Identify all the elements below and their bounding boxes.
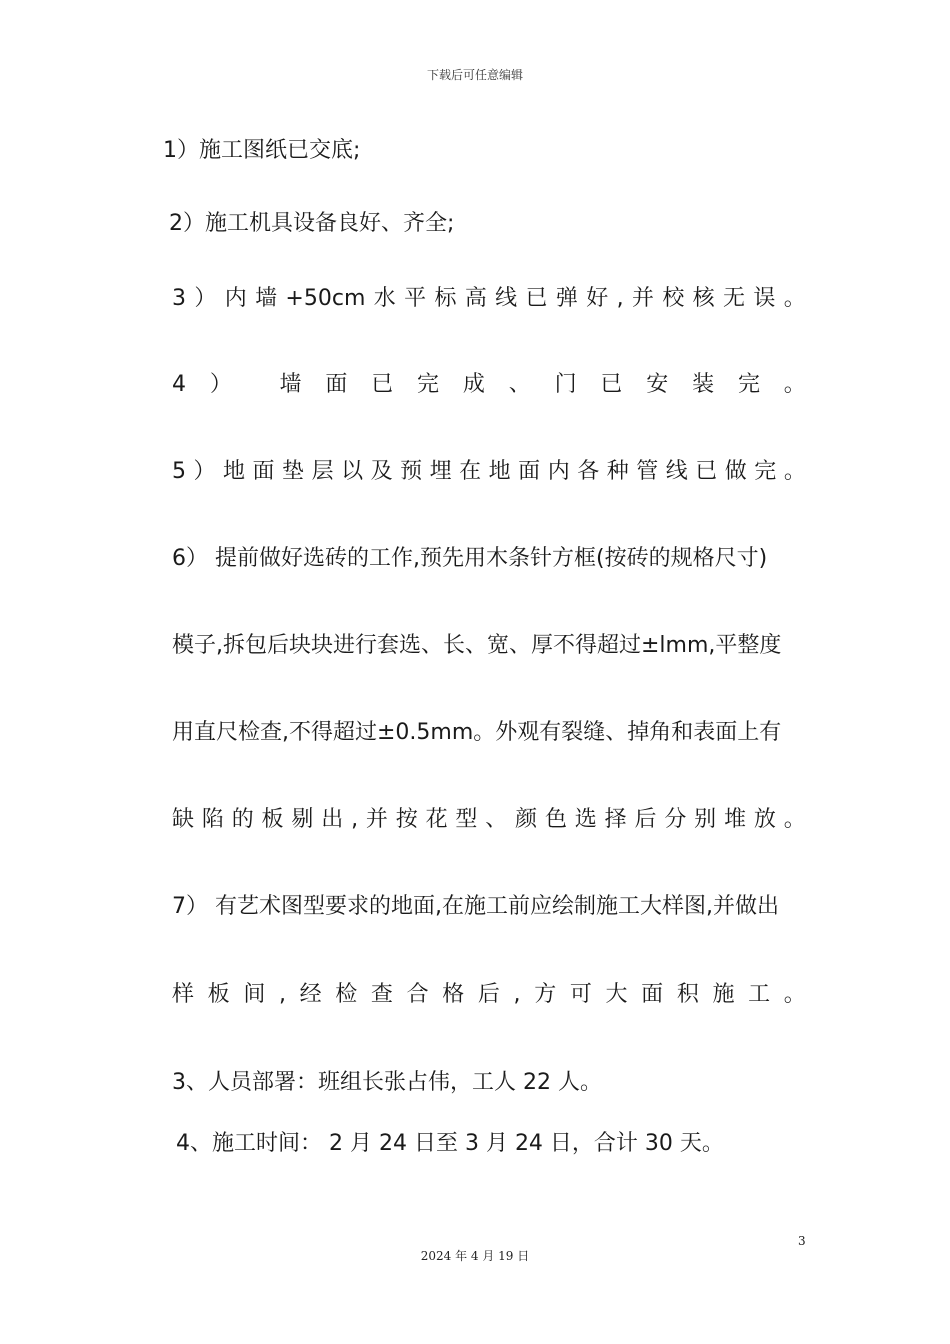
justified-glyph: 无: [723, 286, 746, 311]
justified-glyph: 高: [464, 286, 487, 311]
justified-glyph: ,: [351, 807, 359, 832]
justified-glyph: 完: [417, 372, 440, 397]
justified-glyph: 以: [341, 459, 364, 484]
item-6-line-3: 用直尺检查,不得超过±0.5mm。外观有裂缝、掉角和表面上有: [172, 720, 782, 745]
justified-glyph: 地: [488, 459, 511, 484]
justified-glyph: 检: [335, 982, 358, 1007]
justified-glyph: 已: [600, 372, 623, 397]
justified-glyph: 门: [554, 372, 577, 397]
justified-glyph: ）: [209, 372, 232, 397]
justified-glyph: 分: [664, 807, 687, 832]
justified-glyph: 陷: [201, 807, 224, 832]
justified-glyph: 5: [172, 459, 186, 484]
justified-glyph: 各: [577, 459, 600, 484]
justified-glyph: 型: [455, 807, 478, 832]
justified-glyph: 样: [172, 982, 195, 1007]
justified-glyph: 查: [370, 982, 393, 1007]
justified-glyph: 地: [223, 459, 246, 484]
justified-glyph: 误: [753, 286, 776, 311]
justified-glyph: 校: [662, 286, 685, 311]
justified-glyph: 在: [459, 459, 482, 484]
justified-glyph: 面: [252, 459, 275, 484]
justified-glyph: 完: [754, 459, 777, 484]
justified-glyph: 成: [462, 372, 485, 397]
justified-glyph: 标: [434, 286, 457, 311]
page-header: 下载后可任意编辑: [426, 68, 523, 82]
justified-glyph: 面: [325, 372, 348, 397]
item-6-line-2: 模子,拆包后块块进行套选、长、宽、厚不得超过±lmm,平整度: [172, 633, 782, 658]
justified-glyph: 色: [544, 807, 567, 832]
justified-glyph: 合: [406, 982, 429, 1007]
justified-glyph: 堆: [724, 807, 747, 832]
justified-glyph: 、: [508, 372, 531, 397]
justified-glyph: 间: [243, 982, 266, 1007]
item-4: [172, 370, 806, 400]
item-5: [172, 457, 806, 487]
justified-glyph: 后: [477, 982, 500, 1007]
justified-glyph: 板: [261, 807, 284, 832]
justified-glyph: 放: [753, 807, 776, 832]
justified-glyph: 可: [569, 982, 592, 1007]
justified-glyph: 花: [425, 807, 448, 832]
justified-glyph: 安: [646, 372, 669, 397]
justified-glyph: 。: [783, 982, 806, 1007]
justified-glyph: 格: [442, 982, 465, 1007]
justified-glyph: 方: [534, 982, 557, 1007]
justified-glyph: 种: [606, 459, 629, 484]
justified-glyph: ）: [193, 459, 216, 484]
justified-glyph: 出: [321, 807, 344, 832]
item-7-line-2: [172, 980, 806, 1010]
justified-glyph: 预: [400, 459, 423, 484]
justified-glyph: 剔: [291, 807, 314, 832]
justified-glyph: 大: [605, 982, 628, 1007]
justified-glyph: ,: [278, 982, 286, 1007]
justified-glyph: 平: [404, 286, 427, 311]
justified-glyph: 好: [586, 286, 609, 311]
justified-glyph: 别: [694, 807, 717, 832]
justified-glyph: 线: [665, 459, 688, 484]
justified-glyph: 已: [371, 372, 394, 397]
justified-glyph: 后: [634, 807, 657, 832]
footer-date: 2024 年 4 月 19 日: [420, 1249, 530, 1263]
justified-glyph: 及: [370, 459, 393, 484]
item-7-line-1: 7） 有艺术图型要求的地面,在施工前应绘制施工大样图,并做出: [172, 894, 779, 919]
justified-glyph: 。: [783, 286, 806, 311]
justified-glyph: 完: [737, 372, 760, 397]
page-number: 3: [798, 1234, 806, 1248]
justified-glyph: 做: [724, 459, 747, 484]
justified-glyph: 颜: [515, 807, 538, 832]
justified-glyph: 核: [692, 286, 715, 311]
justified-glyph: 、: [485, 807, 508, 832]
item-6-line-4: [172, 805, 806, 835]
justified-glyph: +50cm: [285, 286, 366, 311]
item-2: 2）施工机具设备良好、齐全;: [169, 211, 455, 236]
justified-glyph: ,: [616, 286, 624, 311]
justified-glyph: 已: [695, 459, 718, 484]
justified-glyph: 已: [525, 286, 548, 311]
justified-glyph: 线: [495, 286, 518, 311]
justified-glyph: 装: [692, 372, 715, 397]
justified-glyph: 经: [299, 982, 322, 1007]
justified-glyph: 积: [676, 982, 699, 1007]
justified-glyph: 施: [712, 982, 735, 1007]
justified-glyph: 缺: [172, 807, 195, 832]
justified-glyph: 工: [748, 982, 771, 1007]
justified-glyph: 层: [311, 459, 334, 484]
justified-glyph: ,: [513, 982, 521, 1007]
item-1: 1）施工图纸已交底;: [163, 138, 361, 163]
justified-glyph: 择: [604, 807, 627, 832]
justified-glyph: 的: [231, 807, 254, 832]
justified-glyph: 3: [172, 286, 186, 311]
justified-glyph: 水: [373, 286, 396, 311]
justified-glyph: 墙: [279, 372, 302, 397]
justified-glyph: 选: [574, 807, 597, 832]
justified-glyph: ）: [194, 286, 217, 311]
justified-glyph: 按: [395, 807, 418, 832]
justified-glyph: 内: [547, 459, 570, 484]
section-3-staffing: 3、人员部署：班组长张占伟，工人 22 人。: [172, 1070, 602, 1095]
justified-glyph: 面: [518, 459, 541, 484]
justified-glyph: 。: [783, 372, 806, 397]
justified-glyph: 墙: [255, 286, 278, 311]
justified-glyph: 板: [207, 982, 230, 1007]
justified-glyph: 并: [365, 807, 388, 832]
justified-glyph: 埋: [429, 459, 452, 484]
item-3: [172, 284, 806, 314]
justified-glyph: 弹: [555, 286, 578, 311]
justified-glyph: 面: [641, 982, 664, 1007]
item-6-line-1: 6） 提前做好选砖的工作,预先用木条针方框(按砖的规格尺寸): [172, 546, 768, 571]
justified-glyph: 垫: [282, 459, 305, 484]
section-4-schedule: 4、施工时间： 2 月 24 日至 3 月 24 日，合计 30 天。: [176, 1131, 724, 1156]
justified-glyph: 并: [631, 286, 654, 311]
justified-glyph: 。: [783, 459, 806, 484]
justified-glyph: 4: [172, 372, 186, 397]
justified-glyph: 内: [224, 286, 247, 311]
justified-glyph: 管: [636, 459, 659, 484]
justified-glyph: 。: [783, 807, 806, 832]
